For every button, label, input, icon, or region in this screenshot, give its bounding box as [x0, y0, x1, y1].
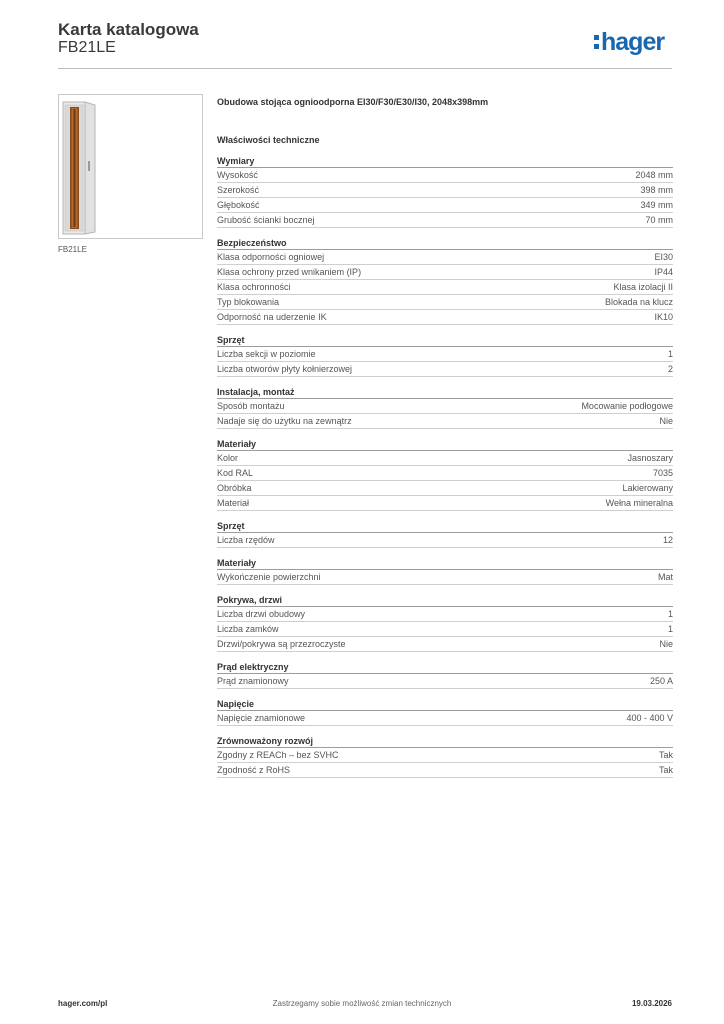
spec-value: Blokada na klucz [604, 297, 673, 307]
spec-value: 398 mm [640, 185, 673, 195]
spec-row [217, 711, 673, 726]
spec-section [217, 438, 673, 511]
hager-logo[interactable] [594, 27, 664, 57]
spec-row [217, 622, 673, 637]
spec-section [217, 386, 673, 429]
spec-label: Typ blokowania [217, 297, 280, 307]
logo-dots-icon [594, 35, 599, 49]
spec-value: Mocowanie podłogowe [581, 401, 673, 411]
spec-value: 250 A [649, 676, 673, 686]
spec-row [217, 183, 673, 198]
spec-row [217, 481, 673, 496]
spec-value: 2048 mm [635, 170, 673, 180]
section-title: Pokrywa, drzwi [217, 594, 673, 607]
header-divider [58, 68, 672, 69]
spec-value: Tak [658, 750, 673, 760]
spec-row [217, 198, 673, 213]
spec-label: Kolor [217, 453, 239, 463]
product-code: FB21LE [58, 39, 116, 56]
spec-row [217, 451, 673, 466]
section-title: Sprzęt [217, 334, 673, 347]
spec-label: Odporność na uderzenie IK [217, 312, 327, 322]
spec-label: Liczba drzwi obudowy [217, 609, 306, 619]
spec-label: Klasa odporności ogniowej [217, 252, 325, 262]
spec-label: Drzwi/pokrywa są przezroczyste [217, 639, 346, 649]
spec-label: Kod RAL [217, 468, 254, 478]
spec-row [217, 399, 673, 414]
spec-row [217, 763, 673, 778]
spec-row [217, 414, 673, 429]
spec-value: 349 mm [640, 200, 673, 210]
spec-row [217, 168, 673, 183]
spec-row [217, 362, 673, 377]
spec-section [217, 661, 673, 689]
spec-sections [217, 155, 673, 778]
spec-value: Tak [658, 765, 673, 775]
spec-label: Wykończenie powierzchni [217, 572, 321, 582]
spec-value: Jasnoszary [627, 453, 673, 463]
spec-label: Liczba otworów płyty kołnierzowej [217, 364, 353, 374]
spec-value: IP44 [654, 267, 673, 277]
spec-row [217, 607, 673, 622]
spec-value: 1 [667, 624, 673, 634]
logo-wordmark: hager [601, 27, 665, 56]
spec-value: IK10 [654, 312, 673, 322]
spec-value: 7035 [652, 468, 673, 478]
spec-label: Grubość ścianki bocznej [217, 215, 315, 225]
section-title: Sprzęt [217, 520, 673, 533]
spec-label: Prąd znamionowy [217, 676, 289, 686]
spec-row [217, 570, 673, 585]
spec-value: Klasa izolacji II [613, 282, 673, 292]
spec-section [217, 520, 673, 548]
document-title: Karta katalogowa [58, 20, 199, 39]
spec-row [217, 310, 673, 325]
spec-row [217, 748, 673, 763]
technical-properties-title: Właściwości techniczne [217, 135, 320, 145]
section-title: Instalacja, montaż [217, 386, 673, 399]
spec-label: Liczba zamków [217, 624, 279, 634]
section-title: Wymiary [217, 155, 673, 168]
spec-section [217, 155, 673, 228]
spec-section [217, 557, 673, 585]
spec-value: 2 [667, 364, 673, 374]
footer-website: hager.com/pl [58, 999, 108, 1008]
section-title: Materiały [217, 557, 673, 570]
spec-label: Zgodny z REACh – bez SVHC [217, 750, 339, 760]
spec-row [217, 466, 673, 481]
spec-row [217, 637, 673, 652]
section-title: Zrównoważony rozwój [217, 735, 673, 748]
spec-row [217, 496, 673, 511]
spec-row [217, 250, 673, 265]
spec-value: Wełna mineralna [605, 498, 673, 508]
spec-section [217, 698, 673, 726]
section-title: Materiały [217, 438, 673, 451]
spec-value: 70 mm [645, 215, 673, 225]
spec-value: Mat [657, 572, 673, 582]
spec-value: 12 [662, 535, 673, 545]
spec-row [217, 295, 673, 310]
spec-label: Nadaje się do użytku na zewnątrz [217, 416, 352, 426]
spec-value: Nie [659, 416, 673, 426]
spec-label: Klasa ochrony przed wnikaniem (IP) [217, 267, 362, 277]
spec-value: 1 [667, 349, 673, 359]
spec-label: Wysokość [217, 170, 258, 180]
spec-section [217, 334, 673, 377]
spec-section [217, 594, 673, 652]
spec-label: Obróbka [217, 483, 252, 493]
section-title: Bezpieczeństwo [217, 237, 673, 250]
spec-label: Napięcie znamionowe [217, 713, 306, 723]
spec-row [217, 280, 673, 295]
spec-section [217, 237, 673, 325]
footer-date: 19.03.2026 [631, 999, 672, 1008]
spec-panel [217, 96, 673, 778]
image-caption: FB21LE [58, 245, 87, 254]
product-description: Obudowa stojąca ognioodporna EI30/F30/E30/I30, 2048x398mm [217, 97, 489, 107]
spec-row [217, 265, 673, 280]
spec-label: Liczba sekcji w poziomie [217, 349, 316, 359]
spec-value: EI30 [654, 252, 673, 262]
footer-notice: Zastrzegamy sobie możliwość zmian technicznych [272, 999, 452, 1008]
spec-label: Szerokość [217, 185, 260, 195]
spec-label: Głębokość [217, 200, 260, 210]
spec-value: 1 [667, 609, 673, 619]
spec-row [217, 213, 673, 228]
spec-section [217, 735, 673, 778]
spec-label: Sposób montażu [217, 401, 285, 411]
spec-value: Nie [659, 639, 673, 649]
spec-row [217, 347, 673, 362]
spec-value: 400 - 400 V [626, 713, 673, 723]
spec-label: Liczba rzędów [217, 535, 275, 545]
section-title: Napięcie [217, 698, 673, 711]
spec-label: Klasa ochronności [217, 282, 291, 292]
spec-label: Zgodność z RoHS [217, 765, 291, 775]
spec-label: Materiał [217, 498, 250, 508]
section-title: Prąd elektryczny [217, 661, 673, 674]
cabinet-image [62, 101, 96, 235]
spec-row [217, 674, 673, 689]
spec-row [217, 533, 673, 548]
spec-value: Lakierowany [622, 483, 673, 493]
